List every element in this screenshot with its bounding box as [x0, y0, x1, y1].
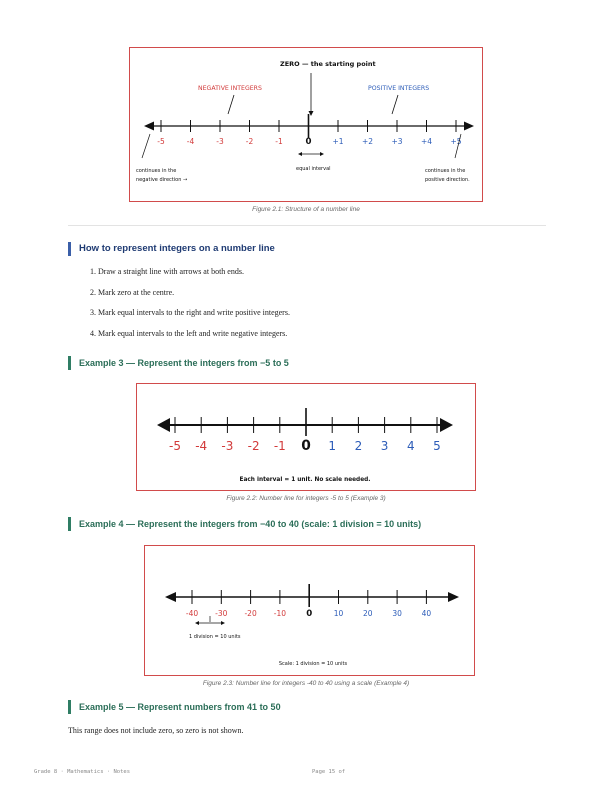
fig2-tick-label: 4 [406, 439, 415, 453]
fig2-tick-label: 3 [380, 439, 389, 453]
example-3-right-arrow [440, 418, 453, 432]
fig2-tick-label: -1 [273, 439, 286, 453]
positive-pointer [392, 95, 398, 114]
equal-interval-right-head [320, 152, 324, 156]
example-4-right-arrow [448, 592, 459, 602]
fig1-tick-label: -3 [216, 137, 224, 146]
example-4-left-arrow [165, 592, 176, 602]
right-arrow-head [464, 122, 474, 131]
number-line-example-3 [137, 384, 474, 489]
equal-interval-label: equal interval [296, 166, 331, 172]
fig1-tick-label: +1 [332, 137, 344, 146]
fig2-tick-label: -4 [195, 439, 208, 453]
example-4-heading: Example 4 — Represent the integers from −40 to 40 (scale: 1 division = 10 units) [68, 517, 421, 531]
fig1-tick-label: +5 [450, 137, 462, 146]
footer-page-number: Page 15 of [312, 769, 346, 775]
fig1-tick-label: -4 [186, 137, 195, 146]
step-item: 3. Mark equal intervals to the right and write positive integers. [90, 308, 290, 317]
steps-list [90, 266, 290, 348]
fig2-tick-label: -3 [221, 439, 234, 453]
fig3-tick-label: -20 [244, 609, 257, 618]
fig3-tick-label: -10 [273, 609, 287, 618]
fig3-tick-label: 40 [421, 609, 432, 618]
fig1-tick-label: 0 [305, 137, 312, 147]
number-line-structure-diagram [130, 48, 481, 200]
fig1-tick-label: -5 [157, 137, 165, 146]
right-note-line-2: positive direction. [425, 177, 470, 183]
division-arrow-left-head [195, 621, 199, 625]
division-arrow-right-head [221, 621, 225, 625]
number-line-example-4 [145, 546, 473, 674]
left-note-line-2: negative direction → [136, 177, 188, 183]
negative-integers-label: NEGATIVE INTEGERS [198, 85, 262, 92]
figure-number-line-structure [129, 47, 483, 202]
fig3-tick-label: 30 [392, 609, 402, 618]
left-note-pointer [142, 134, 150, 158]
right-note-line-1: continues in the [425, 168, 466, 174]
fig1-tick-label: +2 [361, 137, 374, 146]
figure-2-caption: Figure 2.2: Number line for integers -5 to 5 (Example 3) [226, 495, 386, 502]
fig2-tick-label: -5 [169, 439, 181, 453]
left-arrow-head [144, 122, 154, 131]
equal-interval-left-head [298, 152, 302, 156]
example-3-heading: Example 3 — Represent the integers from −5 to 5 [68, 356, 289, 370]
fig2-tick-label: 1 [328, 439, 337, 453]
figure-1-caption: Figure 2.1: Structure of a number line [252, 206, 360, 213]
fig2-tick-label: 2 [354, 439, 363, 453]
figure-3-caption: Figure 2.3: Number line for integers -40 to 40 using a scale (Example 4) [202, 680, 410, 687]
step-item: 2. Mark zero at the centre. [90, 287, 175, 297]
figure-example-4 [144, 545, 475, 676]
fig2-tick-label: 5 [433, 439, 441, 453]
step-item: 1. Draw a straight line with arrows at both ends. [90, 267, 244, 276]
step-item: 4. Mark equal intervals to the left and write negative integers. [90, 328, 288, 338]
fig2-tick-label: -2 [247, 439, 260, 453]
fig2-tick-label: 0 [301, 438, 311, 454]
fig3-tick-label: 0 [306, 609, 313, 619]
division-note: 1 division = 10 units [189, 634, 241, 640]
positive-integers-label: POSITIVE INTEGERS [368, 85, 430, 92]
scale-note: Scale: 1 division = 10 units [278, 661, 348, 667]
fig1-tick-label: -1 [275, 137, 283, 146]
fig3-tick-label: 20 [363, 609, 373, 618]
fig3-tick-label: 10 [333, 609, 344, 618]
example-5-text: This range does not include zero, so zero is not shown. [68, 726, 244, 735]
fig1-tick-label: -2 [245, 137, 254, 146]
figure-example-3 [136, 383, 476, 491]
fig3-tick-label: -40 [185, 609, 199, 618]
fig1-tick-label: +3 [391, 137, 403, 146]
negative-pointer [228, 95, 234, 114]
example-3-note: Each interval = 1 unit. No scale needed. [239, 477, 371, 483]
section-heading: How to represent integers on a number line [68, 242, 275, 256]
fig1-tick-label: +4 [420, 137, 433, 146]
example-3-left-arrow [157, 418, 170, 432]
section-divider [68, 225, 546, 226]
footer-left: Grade 8 · Mathematics · Notes [34, 769, 131, 775]
fig3-tick-label: -30 [215, 609, 228, 618]
zero-label: ZERO — the starting point [280, 60, 376, 68]
left-note-line-1: continues in the [136, 168, 177, 174]
example-5-heading: Example 5 — Represent numbers from 41 to 50 [68, 700, 281, 714]
